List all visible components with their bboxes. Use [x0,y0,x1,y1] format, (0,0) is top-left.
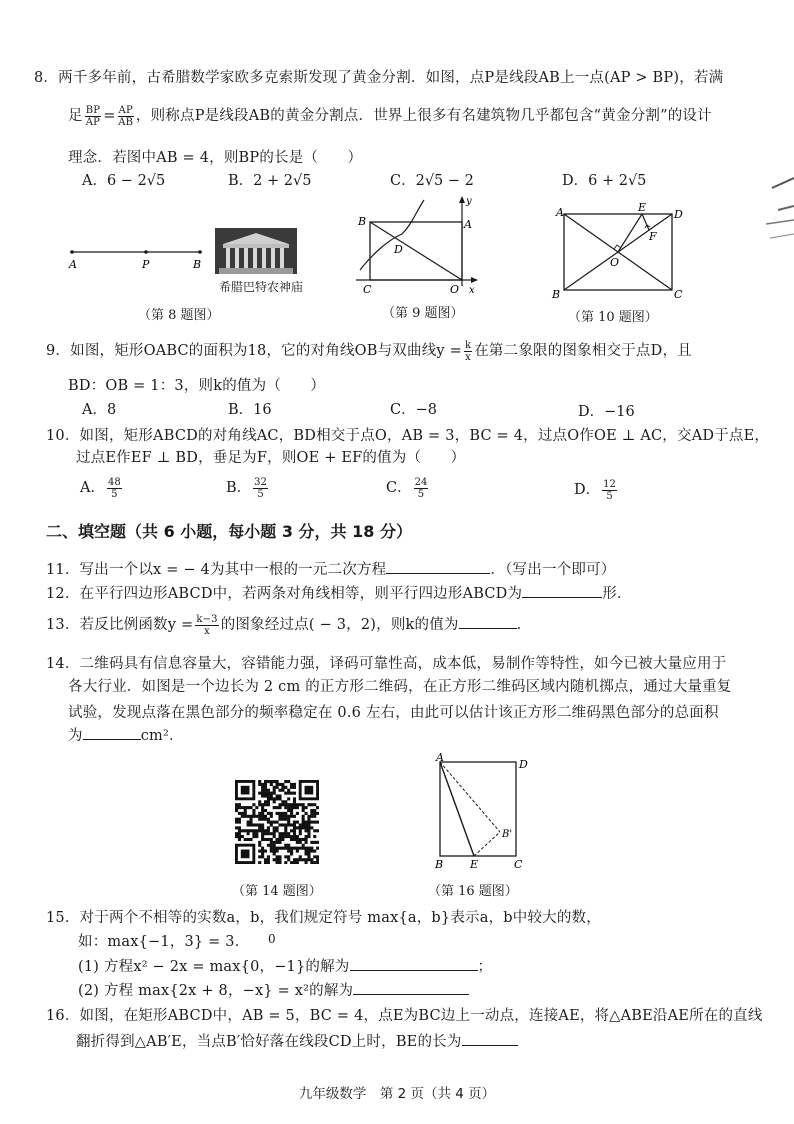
fig8-segment-diagram [60,238,210,272]
q14-line4 [68,724,184,745]
label-c: C [514,858,523,871]
fig9-caption: （第 9 题图） [382,306,464,321]
q8-eq: = [103,108,116,124]
q13-answer-blank[interactable] [459,614,517,629]
q11-text: 11．写出一个以x = − 4为其中一根的一元二次方程 [46,562,387,578]
q11 [46,558,615,579]
q15-part2-answer-blank[interactable] [353,980,469,995]
x-axis-arrow [471,277,478,283]
q11-tail: ．（写出一个即可） [490,562,616,578]
label-a: A [464,218,472,231]
section-fill-blank-title: 二、填空题（共 6 小题，每小题 3 分，共 18 分） [46,522,412,541]
label-c: C [674,288,683,301]
q14-line4-start: 为 [68,728,83,744]
q13-text-start: 13．若反比例函数y = [46,617,194,633]
q8-option-c: C．2√5 − 2 [390,173,474,189]
label-b: B [358,215,367,228]
parthenon-image [215,228,297,274]
label-b: B [193,258,202,271]
fig8-caption: （第 8 题图） [138,308,220,323]
q9-line2: BD：OB = 1：3，则k的值为（ ） [68,378,326,394]
label-e: E [638,201,647,214]
q16-answer-blank[interactable] [462,1031,518,1046]
q8-option-b: B．2 + 2√5 [228,173,312,189]
q8-line2 [68,104,712,128]
q16-line1: 16．如图，在矩形ABCD中，AB = 5，BC = 4，点E为BC边上一动点，连接AE，将△ABE沿AE所在的直线 [46,1008,763,1024]
q10-option-b: B． $\frac{32}{5}$ [226,476,267,500]
q9-option-b: B．16 [228,402,272,418]
label-a: A [556,206,564,219]
q8-line3: 理念．若图中AB = 4，则BP的长是（ ） [68,150,363,166]
label-f: F [649,230,657,243]
label-x: x [469,285,475,296]
fig14-caption: （第 14 题图） [232,884,322,899]
parthenon-photo [215,228,297,274]
q12-tail: 形． [602,586,632,602]
segment-oe [618,214,642,252]
label-o: O [610,256,620,269]
fig10-caption: （第 10 题图） [568,310,658,325]
q10-option-a: A． $\frac{48}{5}$ [80,476,121,500]
q16-line2-text: 翻折得到△AB′E，当点B′恰好落在线段CD上时，BE的长为 [76,1034,462,1050]
q11-answer-blank[interactable] [386,559,490,574]
segment-ab-prime [440,762,500,832]
label-o: O [450,283,460,296]
q14-unit: cm²． [140,728,184,744]
q9-line1 [46,339,692,363]
q12 [46,582,632,603]
fig16-diagram [430,752,530,872]
q10-option-d: D． $\frac{12}{5}$ [574,478,616,502]
q12-answer-blank[interactable] [522,583,602,598]
qr-code-image [235,780,319,864]
y-axis-arrow [459,196,465,203]
segment-eb-prime [474,832,500,856]
label-a: A [69,258,77,271]
scan-edge-marks [748,150,794,330]
q13-tail: ． [516,617,532,633]
q8-line2-start: 足 [68,108,83,124]
q15-part1-text: (1) 方程x² − 2x = max{0，−1}的解为 [78,959,350,975]
label-d: D [394,243,403,256]
q14-line3: 试验，发现点落在黑色部分的频率稳定在 0.6 左右，由此可以估计该正方形二维码黑色部分的总面积 [68,705,719,721]
label-b-prime: B' [502,829,513,840]
q15-part2 [78,979,469,1000]
label-b: B [435,858,444,871]
q14-line2: 各大行业．如图是一个边长为 2 cm 的正方形二维码，在正方形二维码区域内随机掷点，通过大量重复 [68,679,732,695]
label-d: D [674,208,683,221]
q9-fraction-k-x: $\frac{k}{x}$ [464,339,472,363]
q9-option-d: D．−16 [578,404,635,420]
q8-fraction-ap-ab: $\frac{AP}{AB}$ [118,104,134,128]
q9-line1-start: 9．如图，矩形OABC的面积为18，它的对角线OB与双曲线y = [46,343,462,359]
q14-answer-blank[interactable] [83,725,141,740]
q15-line2: 如：max{−1，3} = 3． [78,934,250,950]
q14-line1: 14．二维码具有信息容量大，容错能力强，译码可靠性高，成本低，易制作等特性，如今已被大量应用于 [46,656,727,672]
point-b [198,250,202,254]
q8-line2-rest: ，则称点P是线段AB的黄金分割点．世界上很多有名建筑物几乎都包含“黄金分割”的设计 [135,108,712,124]
q13 [46,613,531,637]
diagonal-ob [370,222,462,280]
q15-line1: 15．对于两个不相等的实数a，b，我们规定符号 max{a，b}表示a，b中较大的数， [46,910,601,926]
label-y: y [466,196,472,207]
q9-line1-rest: 在第二象限的图象相交于点D，且 [474,343,692,359]
point-a [70,250,74,254]
fig10-diagram [548,200,688,302]
q8-option-a: A．6 − 2√5 [82,173,166,189]
label-d: D [519,758,528,771]
q8-fraction-bp-ap: $\frac{BP}{AP}$ [85,104,101,128]
fig16-caption: （第 16 题图） [428,884,518,899]
q12-text: 12．在平行四边形ABCD中，若两条对角线相等，则平行四边形ABCD为 [46,586,523,602]
q8-line1: 8．两千多年前，古希腊数学家欧多克索斯发现了黄金分割．如图，点P是线段AB上一点(AP > BP)，若满 [34,70,724,86]
label-b: B [552,288,561,301]
q9-option-a: A．8 [82,402,117,418]
q15-part1-tail: ； [477,959,493,975]
parthenon-caption: 希腊巴特农神庙 [219,280,304,294]
q15-part1 [78,955,492,976]
q10-line2: 过点E作EF ⊥ BD，垂足为F，则OE + EF的值为（ ） [76,450,466,466]
q8-option-d: D．6 + 2√5 [562,173,647,189]
fig9-diagram [352,192,482,298]
q10-option-c: C． $\frac{24}{5}$ [386,476,428,500]
q16-line2 [76,1030,518,1051]
segment-ae [440,762,474,856]
q13-text-rest: 的图象经过点( − 3，2)，则k的值为 [220,617,459,633]
q10-line1: 10．如图，矩形ABCD的对角线AC，BD相交于点O，AB = 3，BC = 4，过点O作OE ⊥ AC，交AD于点E， [46,428,770,444]
q15-stray-mark: 0 [268,932,276,946]
label-a: A [436,752,444,764]
label-p: P [142,258,150,271]
q15-part2-text: (2) 方程 max{2x + 8，−x} = x²的解为 [78,983,354,999]
q9-option-c: C．−8 [390,402,437,418]
point-p [144,250,148,254]
label-c: C [363,283,372,296]
q15-part1-answer-blank[interactable] [350,956,478,971]
page-footer: 九年级数学 第 2 页（共 4 页） [298,1086,496,1102]
q13-fraction: $\frac{k-3}{x}$ [196,613,218,637]
label-e: E [470,858,479,871]
rectangle-abcd [440,762,516,856]
